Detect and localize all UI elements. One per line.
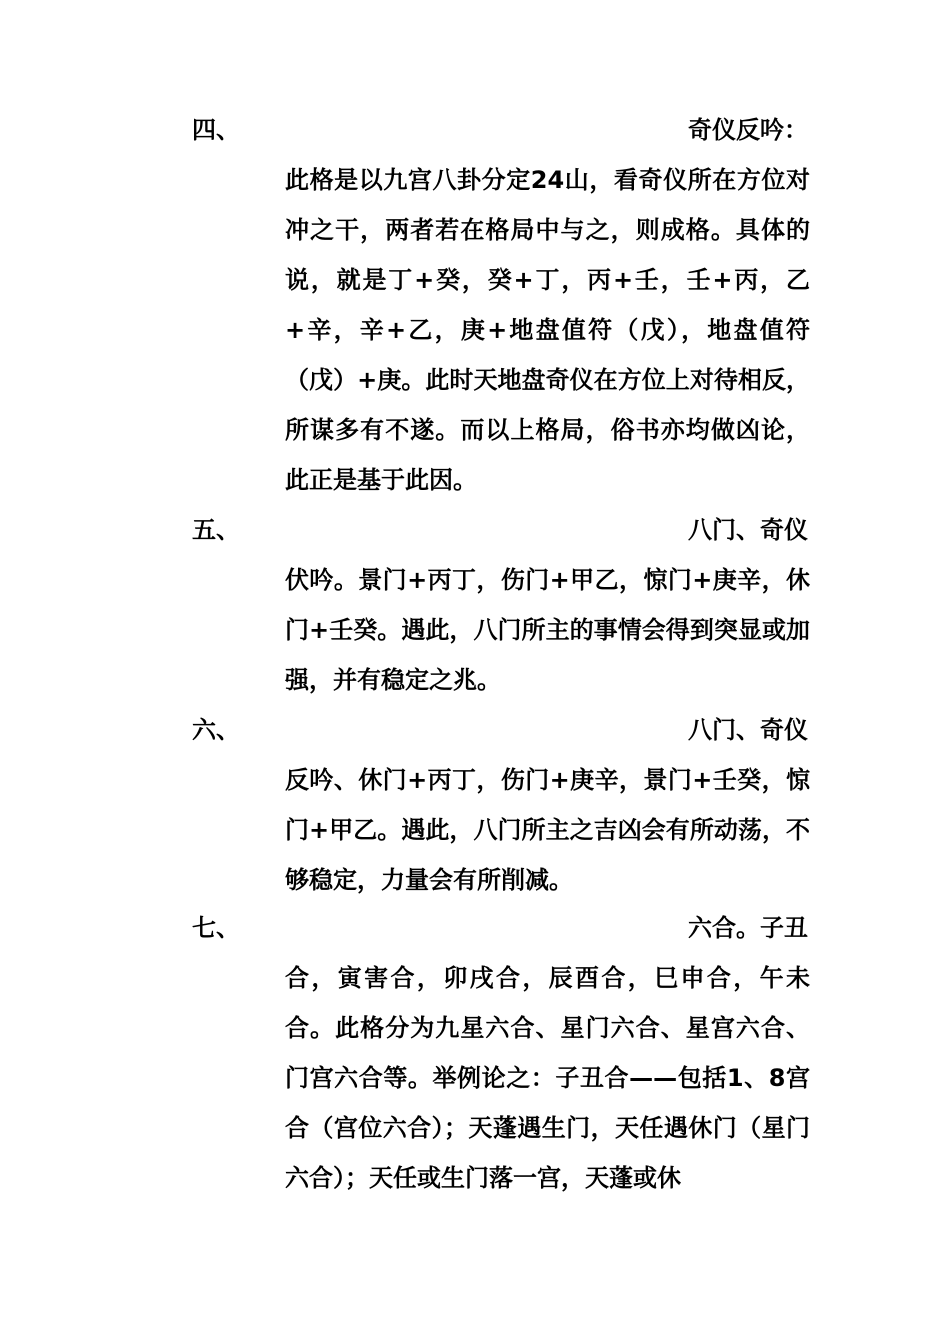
section-body: 伏吟。景门+丙丁，伤门+甲乙，惊门+庚辛，休门+壬癸。遇此，八门所主的事情会得到突显或加强，并有稳定之兆。 (285, 566, 810, 694)
section-heading: 六合。子丑 (688, 914, 808, 942)
section-body: 此格是以九宫八卦分定24山，看奇仪所在方位对冲之干，两者若在格局中与之，则成格。具体的说，就是丁+癸，癸+丁，丙+壬，壬+丙，乙+辛，辛+乙，庚+地盘值符（戊），地盘值符（戊）+庚。此时天地盘奇仪在方位上对待相反，所谋多有不遂。而以上格局，俗书亦均做凶论，此正是基于此因。 (285, 166, 810, 494)
section-heading: 奇仪反吟： (688, 116, 808, 144)
section-number: 七、 (192, 914, 240, 942)
section-heading: 八门、奇仪 (688, 716, 808, 744)
section-heading: 八门、奇仪 (688, 516, 808, 544)
section-number: 六、 (192, 716, 240, 744)
section-body: 合，寅害合，卯戌合，辰酉合，巳申合，午未合。此格分为九星六合、星门六合、星宫六合、门宫六合等。举例论之：子丑合——包括1、8宫合（宫位六合）；天蓬遇生门，天任遇休门（星门六合）；天任或生门落一宫，天蓬或休 (285, 964, 810, 1192)
section-number: 四、 (192, 116, 240, 144)
section-number: 五、 (192, 516, 240, 544)
section-body: 反吟、休门+丙丁，伤门+庚辛，景门+壬癸，惊门+甲乙。遇此，八门所主之吉凶会有所动荡，不够稳定，力量会有所削减。 (285, 766, 810, 894)
